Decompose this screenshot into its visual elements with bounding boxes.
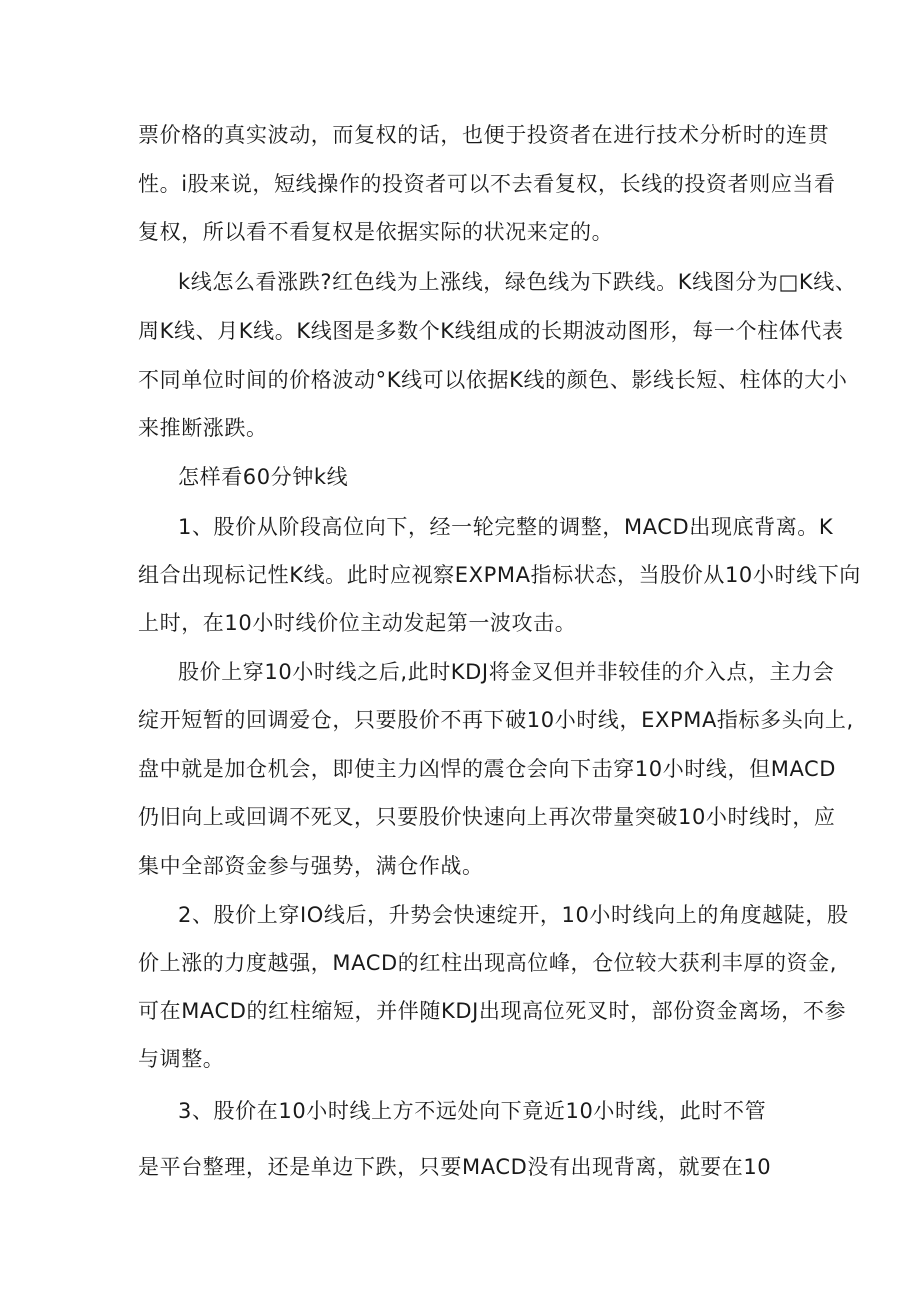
paragraph-line: 价上涨的力度越强，MACD的红柱出现高位峰，仓位较大获利丰厚的资金, bbox=[138, 951, 838, 975]
section-heading: 怎样看60分钟k线 bbox=[178, 465, 349, 489]
paragraph-line: 上时，在10小时线价位主动发起第一波攻击。 bbox=[138, 611, 577, 635]
paragraph-line: 来推断涨跌。 bbox=[138, 416, 268, 440]
paragraph-line: 盘中就是加仓机会，即使主力凶悍的震仓会向下击穿10小时线，但MACD bbox=[138, 757, 837, 781]
paragraph-line: 周K线、月K线。K线图是多数个K线组成的长期波动图形，每一个柱体代表 bbox=[138, 319, 844, 343]
paragraph-line: 3、股价在10小时线上方不远处向下竟近10小时线，此时不管 bbox=[178, 1099, 767, 1123]
paragraph-line: 不同单位时间的价格波动°K线可以依据K线的颜色、影线长短、柱体的大小 bbox=[138, 368, 848, 392]
paragraph-line: k线怎么看涨跌?红色线为上涨线，绿色线为下跌线。K线图分为□K线、 bbox=[178, 270, 857, 294]
paragraph-line: 性。i股来说，短线操作的投资者可以不去看复权，长线的投资者则应当看 bbox=[138, 172, 836, 196]
paragraph-line: 是平台整理，还是单边下跌，只要MACD没有出现背离，就要在10 bbox=[138, 1155, 772, 1179]
paragraph-line: 与调整。 bbox=[138, 1047, 225, 1071]
paragraph-line: 集中全部资金参与强势，满仓作战。 bbox=[138, 854, 484, 878]
paragraph-line: 2、股价上穿IO线后，升势会快速绽开，10小时线向上的角度越陡，股 bbox=[178, 903, 849, 927]
paragraph-line: 组合出现标记性K线。此时应视察EXPMA指标状态，当股价从10小时线下向 bbox=[138, 563, 861, 587]
paragraph-line: 复权，所以看不看复权是依据实际的状况来定的。 bbox=[138, 220, 614, 244]
paragraph-line: 仍旧向上或回调不死叉，只要股价快速向上再次带量突破10小时线时，应 bbox=[138, 805, 836, 829]
paragraph-line: 股价上穿10小时线之后,此时KDJ将金叉但并非较佳的介入点，主力会 bbox=[178, 660, 835, 684]
paragraph-line: 票价格的真实波动，而复权的话，也便于投资者在进行技术分析时的连贯 bbox=[138, 123, 830, 147]
paragraph-line: 可在MACD的红柱缩短，并伴随KDJ出现高位死叉时，部份资金离场，不参 bbox=[138, 999, 847, 1023]
paragraph-line: 1、股价从阶段高位向下，经一轮完整的调整，MACD出现底背离。K bbox=[178, 515, 834, 539]
paragraph-line: 绽开短暂的回调爱仓，只要股价不再下破10小时线，EXPMA指标多头向上, bbox=[138, 708, 854, 732]
